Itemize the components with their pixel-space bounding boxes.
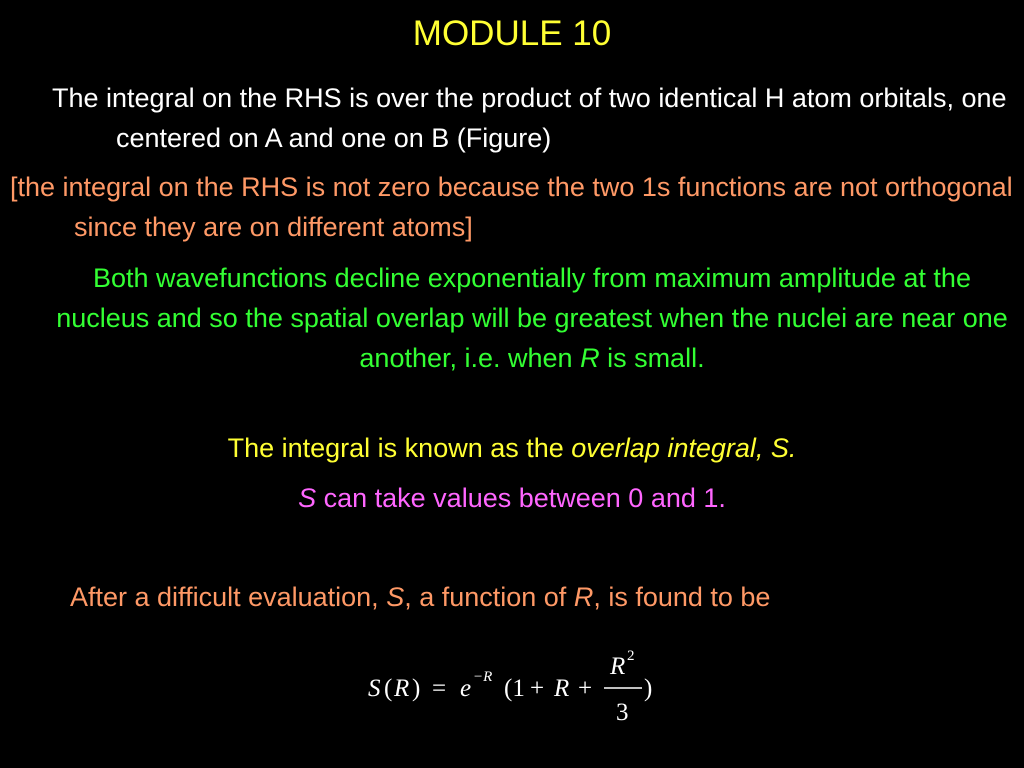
formula-r: R <box>554 675 570 702</box>
formula-numerator-r: R <box>610 653 626 680</box>
paragraph-overlap-integral <box>0 428 1024 468</box>
formula-plus-2: + <box>578 675 593 702</box>
paragraph-s-range <box>0 478 1024 518</box>
wavefunction-text-after: is small. <box>599 343 705 373</box>
slide-title: MODULE 10 <box>412 14 612 53</box>
paragraph-wavefunction-overlap <box>52 258 1012 378</box>
evaluation-var-r: R <box>573 582 594 612</box>
formula-plus-1: + <box>530 675 545 702</box>
formula-close-paren: ) <box>644 675 653 702</box>
formula-lhs-r: R <box>394 675 410 702</box>
formula-lhs-s: S <box>368 675 381 702</box>
formula-e: e <box>460 675 472 702</box>
wavefunction-text-before: Both wavefunctions decline exponentially from maximum amplitude at the nucleus and so the spatial overlap will be greatest when the nuclei are near one another, i.e. when <box>56 263 1008 373</box>
formula-paren-one: (1 <box>504 675 525 702</box>
paragraph-integral-description: The integral on the RHS is over the product of two identical H atom orbitals, one centered on A and one on B (Figure) <box>52 83 1007 153</box>
variable-s: S <box>298 483 317 513</box>
formula-numerator-exponent: 2 <box>627 648 635 664</box>
overlap-integral-term: overlap integral, S. <box>571 433 797 463</box>
evaluation-text-1: After a difficult evaluation, <box>70 582 387 612</box>
evaluation-text-3: , is found to be <box>593 582 771 612</box>
paragraph-evaluation <box>70 577 1010 617</box>
paragraph-orthogonality-note: [the integral on the RHS is not zero because the two 1s functions are not orthogonal since they are on different atoms] <box>10 172 1013 242</box>
formula-lhs-open-paren: ( <box>384 675 393 702</box>
s-range-text: can take values between 0 and 1. <box>316 483 726 513</box>
evaluation-var-s: S <box>386 582 405 612</box>
evaluation-text-2: , a function of <box>404 582 574 612</box>
overlap-text-before: The integral is known as the <box>227 433 572 463</box>
formula-denominator: 3 <box>616 699 629 726</box>
variable-r: R <box>580 343 600 373</box>
overlap-formula <box>368 648 668 728</box>
formula-equals: = <box>432 675 447 702</box>
formula-lhs-close-paren: ) <box>412 675 421 702</box>
formula-exponent: −R <box>473 669 493 685</box>
